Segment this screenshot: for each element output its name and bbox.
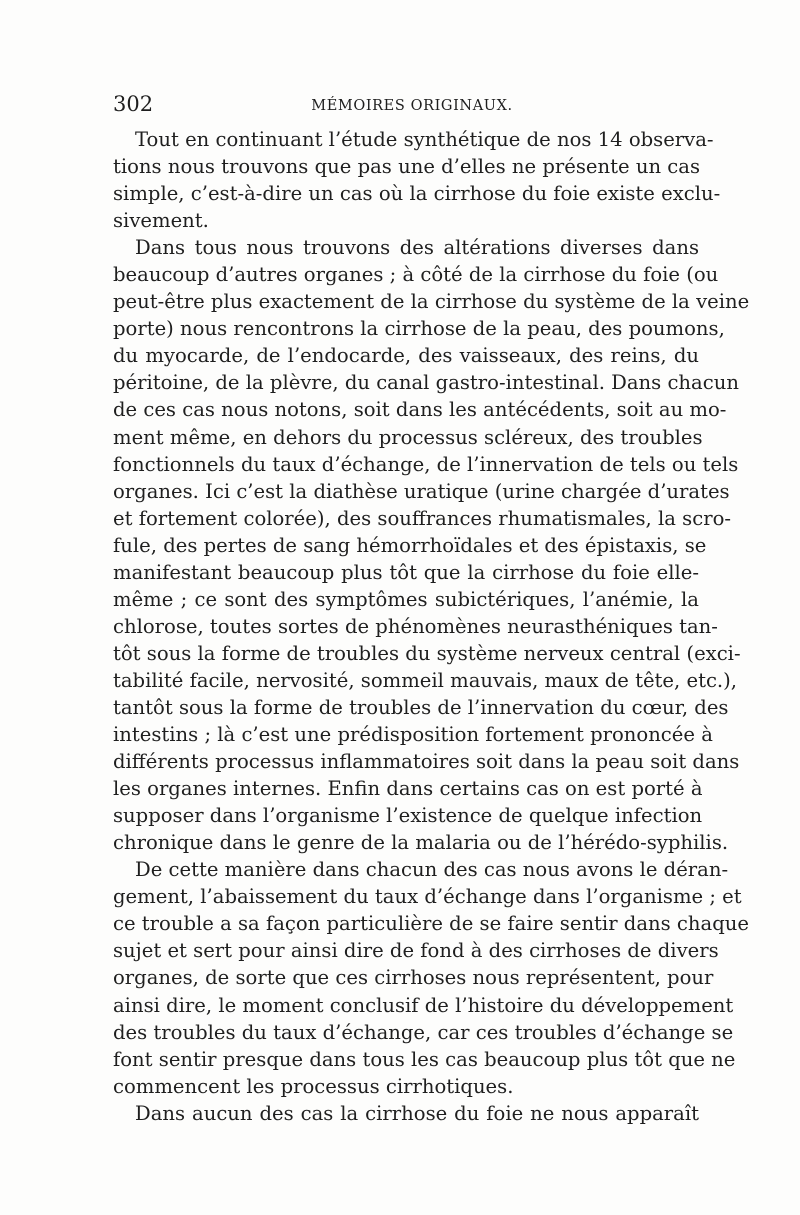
text-line: tantôt sous la forme de troubles de l’innervation du cœur, des — [113, 695, 729, 719]
text-line: même ; ce sont des symptômes subictériques, l’anémie, la — [113, 587, 699, 611]
text-line: sujet et sert pour ainsi dire de fond à des cirrhoses de divers — [113, 939, 719, 963]
text-line: Tout en continuant l’étude synthétique de nos 14 observa- — [135, 128, 714, 151]
text-line: chronique dans le genre de la malaria ou de l’hérédo-syphilis. — [113, 831, 729, 855]
text-line: beaucoup d’autres organes ; à côté de la cirrhose du foie (ou — [113, 263, 719, 287]
text-line: tôt sous la forme de troubles du système nerveux central (exci- — [113, 641, 741, 665]
page-number: 302 — [113, 92, 154, 116]
text-line: commencent les processus cirrhotiques. — [113, 1074, 514, 1098]
text-line: fonctionnels du taux d’échange, de l’innervation de tels ou tels — [113, 452, 739, 476]
text-line: peut-être plus exactement de la cirrhose du système de la veine — [113, 290, 750, 314]
text-line: ainsi dire, le moment conclusif de l’histoire du développement — [113, 993, 734, 1017]
text-line: gement, l’abaissement du taux d’échange dans l’organisme ; et — [113, 885, 742, 909]
text-line: organes, de sorte que ces cirrhoses nous représentent, pour — [113, 966, 714, 990]
text-line: et fortement colorée), des souffrances rhumatismales, la scro- — [113, 506, 731, 530]
text-line: De cette manière dans chacun des cas nous avons le déran- — [135, 858, 729, 882]
text-line: Dans aucun des cas la cirrhose du foie ne nous apparaît — [135, 1101, 699, 1125]
text-line: porte) nous rencontrons la cirrhose de la peau, des poumons, — [113, 317, 725, 341]
body-text — [113, 126, 750, 1127]
text-line: tions nous trouvons que pas une d’elles ne présente un cas — [113, 155, 701, 179]
text-line: fule, des pertes de sang hémorrhoïdales et des épistaxis, se — [113, 533, 707, 557]
text-line: chlorose, toutes sortes de phénomènes neurasthéniques tan- — [113, 614, 718, 638]
text-line: ment même, en dehors du processus scléreux, des troubles — [113, 425, 703, 449]
text-line: du myocarde, de l’endocarde, des vaisseaux, des reins, du — [113, 344, 699, 368]
text-line: les organes internes. Enfin dans certains cas on est porté à — [113, 777, 703, 801]
text-line: simple, c’est-à-dire un cas où la cirrhose du foie existe exclu- — [113, 182, 721, 206]
text-line: organes. Ici c’est la diathèse uratique (urine chargée d’urates — [113, 479, 730, 503]
text-line: tabilité facile, nervosité, sommeil mauvais, maux de tête, etc.), — [113, 668, 738, 692]
text-line: manifestant beaucoup plus tôt que la cirrhose du foie elle- — [113, 560, 699, 584]
text-line: supposer dans l’organisme l’existence de quelque infection — [113, 804, 703, 828]
text-line: ce trouble a sa façon particulière de se faire sentir dans chaque — [113, 912, 749, 936]
running-head: MÉMOIRES ORIGINAUX. — [311, 98, 513, 114]
text-line: de ces cas nous notons, soit dans les antécédents, soit au mo- — [113, 398, 727, 422]
text-line: intestins ; là c’est une prédisposition fortement prononcée à — [113, 723, 713, 747]
text-line: différents processus inflammatoires soit dans la peau soit dans — [113, 750, 740, 774]
text-line: font sentir presque dans tous les cas beaucoup plus tôt que ne — [113, 1047, 736, 1071]
page-header — [113, 92, 699, 122]
text-line: sivement. — [113, 209, 209, 233]
text-line: péritoine, de la plèvre, du canal gastro-intestinal. Dans chacun — [113, 371, 739, 395]
text-line: Dans tous nous trouvons des altérations diverses dans — [135, 236, 699, 260]
text-line: des troubles du taux d’échange, car ces troubles d’échange se — [113, 1020, 734, 1044]
